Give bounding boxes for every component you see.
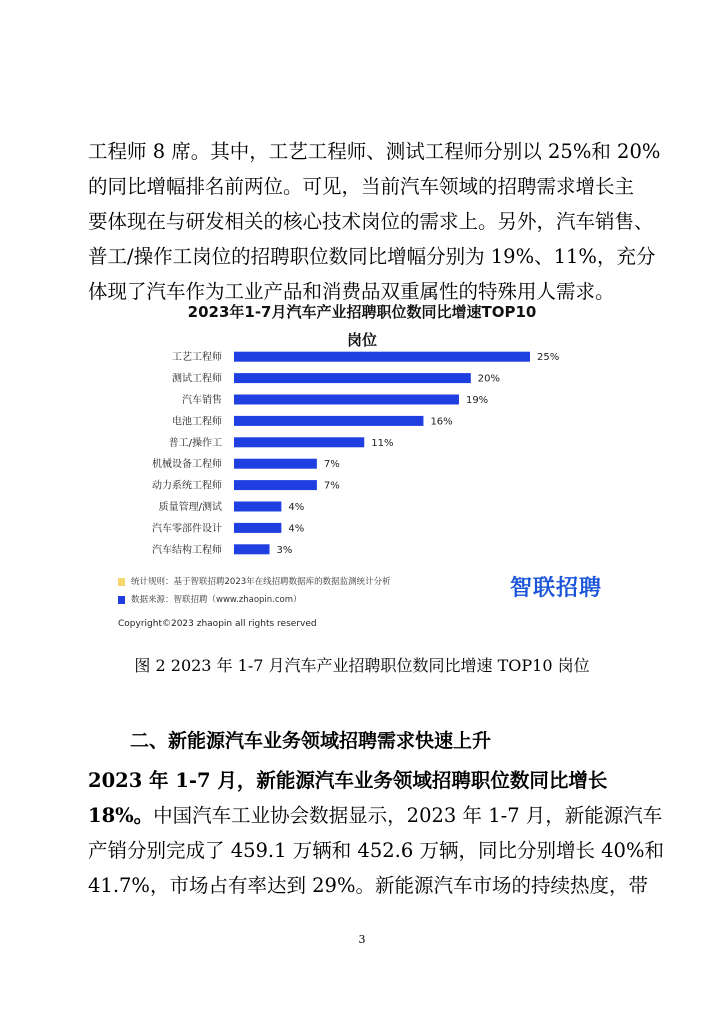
value-label: 4% [288,523,305,535]
value-label: 19% [465,395,489,406]
paragraph-line: 的同比增幅排名前两位。可见，当前汽车领域的招聘需求增长主 [88,175,635,198]
paragraph-line: 41.7%，市场占有率达到 29%。新能源汽车市场的持续热度，带 [88,874,648,897]
category-label: 汽车销售 [182,395,222,406]
bar [234,480,317,490]
bar-chart-figure [112,298,612,638]
paragraph-line: 要体现在与研发相关的核心技术岗位的需求上。另外，汽车销售、 [88,210,654,233]
category-label: 普工/操作工 [168,437,222,449]
bar [234,416,423,426]
value-label: 11% [371,437,394,449]
line-rest: 中国汽车工业协会数据显示，2023 年 1-7 月，新能源汽车 [153,804,663,827]
figure-caption: 图 2 2023 年 1-7 月汽车产业招聘职位数同比增速 TOP10 岗位 [134,656,590,675]
value-label: 20% [477,373,501,385]
bar [234,437,364,447]
bar [234,373,471,383]
bar [234,502,281,512]
value-label: 7% [323,480,340,492]
paragraph-line: 产销分别完成了 459.1 万辆和 452.6 万辆，同比分别增长 40%和 [88,839,664,862]
legend-note-rule [118,575,391,587]
value-label: 16% [430,416,453,428]
paragraph-line: 体现了汽车作为工业产品和消费品双重属性的特殊用人需求。 [88,280,615,303]
legend-note-source [118,593,302,605]
lead-tail: 18%。 [88,804,154,827]
paragraph-line: 普工/操作工岗位的招聘职位数同比增幅分别为 19%、11%，充分 [88,245,656,268]
bar [234,544,270,554]
category-label: 汽车零部件设计 [152,523,222,535]
category-label: 工艺工程师 [172,352,222,364]
value-label: 25% [537,352,560,364]
value-label: 7% [323,459,340,471]
category-label: 质量管理/测试 [158,502,222,513]
section-heading: 二、新能源汽车业务领域招聘需求快速上升 [130,730,492,752]
bar [234,395,459,405]
page-number: 3 [358,933,366,946]
category-label: 测试工程师 [172,373,222,385]
note-swatch-yellow [118,578,125,586]
paragraph-line: 工程师 8 席。其中，工艺工程师、测试工程师分别以 25%和 20% [88,140,661,163]
category-label: 汽车结构工程师 [152,544,222,556]
zhaopin-logo: 智联招聘 [509,576,602,601]
chart-title-line2: 岗位 [346,331,377,349]
paragraph-lead-line: 2023 年 1-7 月，新能源汽车业务领域招聘职位数同比增长 [88,769,608,792]
note-text: 统计规则：基于智联招聘2023年在线招聘数据库的数据监测统计分析 [131,577,391,587]
category-label: 动力系统工程师 [152,480,222,492]
paragraph-section2 [88,763,664,903]
bar [234,523,281,533]
note-text: 数据来源：智联招聘（www.zhaopin.com） [131,595,302,605]
value-label: 4% [288,502,305,513]
category-label: 机械设备工程师 [152,459,222,471]
bar [234,459,317,469]
bar-chart-svg [112,340,612,562]
category-label: 电池工程师 [172,416,222,428]
bar [234,352,530,362]
chart-title-line1: 2023年1-7月汽车产业招聘职位数同比增速TOP10 [187,303,537,321]
copyright-text: Copyright©2023 zhaopin all rights reserved [118,619,317,629]
value-label: 3% [276,544,293,556]
paragraph-intro [88,134,661,309]
note-swatch-blue [118,596,125,604]
paragraph-line [88,798,663,833]
